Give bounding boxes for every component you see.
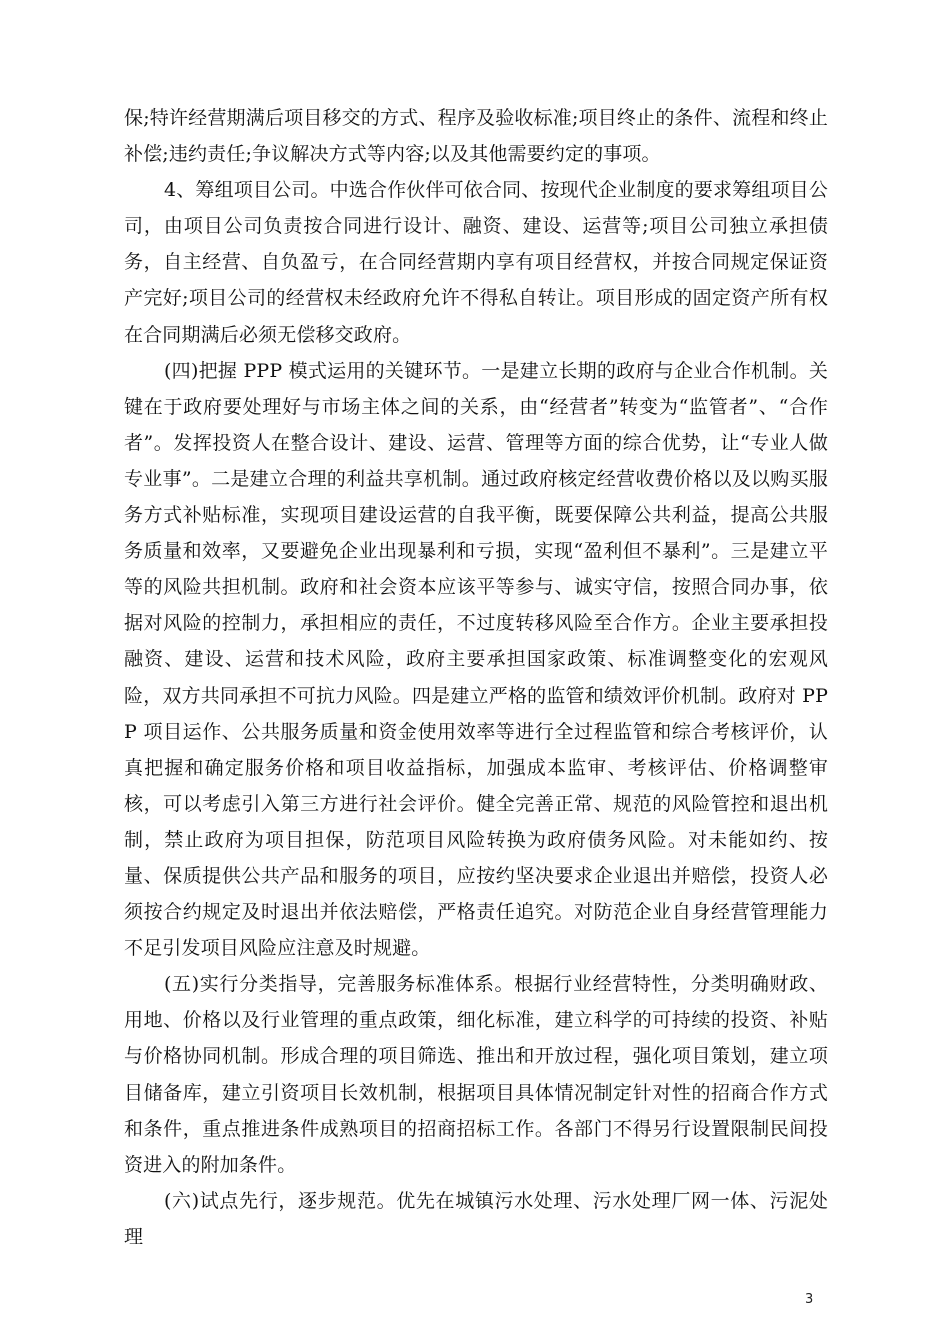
paragraph-continuation: 保;特许经营期满后项目移交的方式、程序及验收标准;项目终止的条件、流程和终止补偿;违约责任;争议解决方式等内容;以及其他需要约定的事项。 [124, 107, 828, 166]
paragraph-item-4: 4、筹组项目公司。中选合作伙伴可依合同、按现代企业制度的要求筹组项目公司，由项目公司负责按合同进行设计、融资、建设、运营等;项目公司独立承担债务，自主经营、自负盈亏，在合同经营期内享有项目经营权，并按合同规定保证资产完好;项目公司的经营权未经政府允许不得私自转让。项目形成的固定资产所有权在合同期满后必须无偿移交政府。 [124, 179, 828, 346]
body-text [124, 100, 828, 1255]
paragraph-section-6: (六)试点先行，逐步规范。优先在城镇污水处理、污水处理厂网一体、污泥处理 [124, 1189, 828, 1248]
page-number: 3 [805, 1292, 814, 1307]
paragraph-section-5: (五)实行分类指导，完善服务标准体系。根据行业经营特性，分类明确财政、用地、价格以及行业管理的重点政策，细化标准，建立科学的可持续的投资、补贴与价格协同机制。形成合理的项目筛选、推出和开放过程，强化项目策划，建立项目储备库，建立引资项目长效机制，根据项目具体情况制定针对性的招商合作方式和条件，重点推进条件成熟项目的招商招标工作。各部门不得另行设置限制民间投资进入的附加条件。 [124, 973, 828, 1176]
paragraph-section-4: (四)把握 PPP 模式运用的关键环节。一是建立长期的政府与企业合作机制。关键在于政府要处理好与市场主体之间的关系，由“经营者”转变为“监管者”、“合作者”。发挥投资人在整合设计、建设、运营、管理等方面的综合优势，让“专业人做专业事”。二是建立合理的利益共享机制。通过政府核定经营收费价格以及以购买服务方式补贴标准，实现项目建设运营的自我平衡，既要保障公共利益，提高公共服务质量和效率，又要避免企业出现暴利和亏损，实现“盈利但不暴利”。三是建立平等的风险共担机制。政府和社会资本应该平等参与、诚实守信，按照合同办事，依据对风险的控制力，承担相应的责任，不过度转移风险至合作方。企业主要承担投融资、建设、运营和技术风险，政府主要承担国家政策、标准调整变化的宏观风险，双方共同承担不可抗力风险。四是建立严格的监管和绩效评价机制。政府对 PPP 项目运作、公共服务质量和资金使用效率等进行全过程监管和综合考核评价，认真把握和确定服务价格和项目收益指标，加强成本监审、考核评估、价格调整审核，可以考虑引入第三方进行社会评价。健全完善正常、规范的风险管控和退出机制，禁止政府为项目担保，防范项目风险转换为政府债务风险。对未能如约、按量、保质提供公共产品和服务的项目，应按约坚决要求企业退出并赔偿，投资人必须按合约规定及时退出并依法赔偿，严格责任追究。对防范企业自身经营管理能力不足引发项目风险应注意及时规避。 [124, 359, 828, 960]
